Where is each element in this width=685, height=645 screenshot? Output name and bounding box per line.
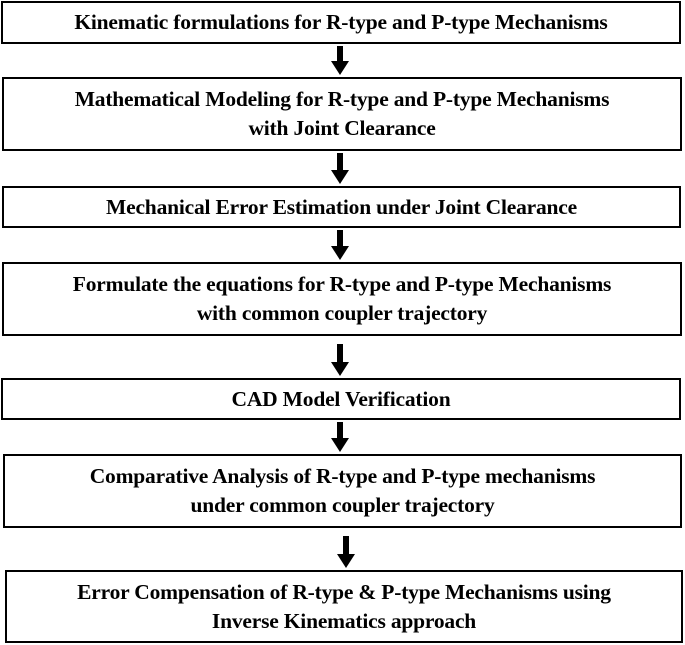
step-4-line-1: Formulate the equations for R-type and P-type Mechanisms [72, 272, 612, 296]
step-box-6 [3, 454, 682, 528]
down-arrow-icon [331, 344, 349, 376]
step-3-line-1: Mechanical Error Estimation under Joint Clearance [106, 194, 577, 219]
step-box-5 [1, 378, 681, 420]
down-arrow-icon [331, 422, 349, 452]
step-5-line-1: CAD Model Verification [231, 386, 451, 411]
step-4-line-2: with common coupler trajectory [196, 301, 488, 325]
down-arrow-icon [331, 153, 349, 184]
step-box-7 [5, 570, 683, 643]
step-box-2 [2, 77, 682, 151]
step-box-1 [1, 1, 681, 44]
step-box-4 [2, 262, 682, 336]
step-7-line-1: Error Compensation of R-type & P-type Mechanisms using [77, 579, 611, 604]
step-6-line-1: Comparative Analysis of R-type and P-type mechanisms [89, 464, 596, 488]
step-2-line-1: Mathematical Modeling for R-type and P-type Mechanisms [74, 87, 610, 111]
down-arrow-icon [331, 46, 349, 75]
step-1-line-1: Kinematic formulations for R-type and P-type Mechanisms [74, 10, 608, 34]
step-7-line-2: Inverse Kinematics approach [211, 608, 477, 633]
down-arrow-icon [331, 230, 349, 260]
step-2-line-2: with Joint Clearance [248, 116, 436, 140]
down-arrow-icon [337, 536, 355, 568]
step-box-3 [2, 186, 681, 228]
step-6-line-2: under common coupler trajectory [190, 493, 495, 517]
